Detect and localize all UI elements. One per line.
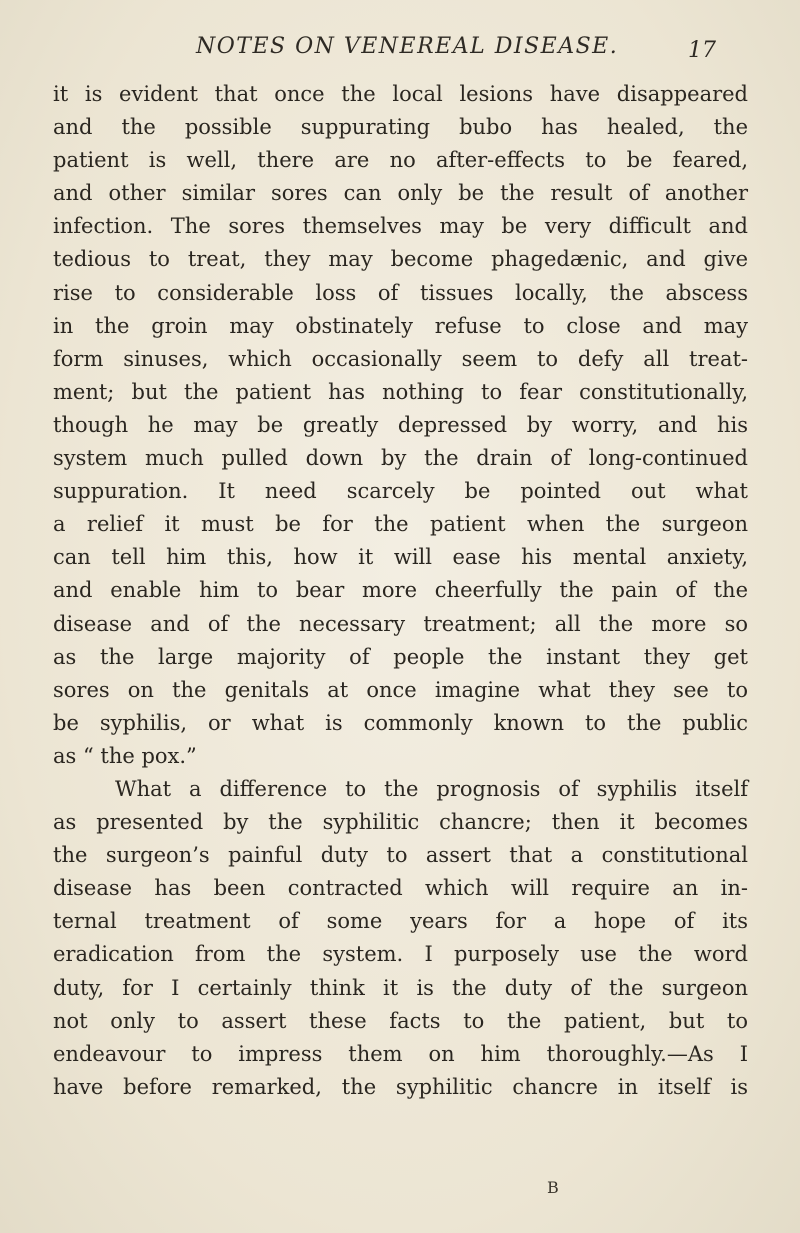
text-line: tedious to treat, they may become phagedænic, and give xyxy=(53,247,748,272)
paragraph-start-line: What a difference to the prognosis of syphilis itself xyxy=(115,776,748,801)
text-line: ment; but the patient has nothing to fear constitutionally, xyxy=(53,379,748,404)
text-line: and the possible suppurating bubo has healed, the xyxy=(53,115,748,140)
signature-mark: B xyxy=(547,1178,559,1197)
text-line: as the large majority of people the instant they get xyxy=(53,644,748,669)
page-number: 17 xyxy=(688,38,716,63)
text-line: and other similar sores can only be the result of another xyxy=(53,181,748,206)
text-line: sores on the genitals at once imagine what they see to xyxy=(53,677,748,702)
text-line: endeavour to impress them on him thoroughly.—As I xyxy=(53,1041,748,1066)
text-line: the surgeon’s painful duty to assert that a constitutional xyxy=(53,843,748,868)
body-text xyxy=(53,78,748,1104)
text-line: ternal treatment of some years for a hope of its xyxy=(53,909,748,934)
text-line: duty, for I certainly think it is the duty of the surgeon xyxy=(53,975,748,1000)
text-line: form sinuses, which occasionally seem to defy all treat- xyxy=(53,346,748,371)
text-line: disease has been contracted which will require an in- xyxy=(53,876,748,901)
text-line: it is evident that once the local lesions have disappeared xyxy=(53,82,748,106)
text-line: a relief it must be for the patient when the surgeon xyxy=(53,512,748,537)
running-head-title: NOTES ON VENEREAL DISEASE. xyxy=(196,34,619,59)
text-line: can tell him this, how it will ease his mental anxiety, xyxy=(53,545,748,570)
text-line: have before remarked, the syphilitic chancre in itself is xyxy=(53,1074,748,1099)
text-line: and enable him to bear more cheerfully the pain of the xyxy=(53,578,748,603)
text-line: eradication from the system. I purposely use the word xyxy=(53,942,748,967)
text-line: system much pulled down by the drain of long-continued xyxy=(53,446,748,471)
text-line: patient is well, there are no after-effects to be feared, xyxy=(53,148,748,173)
text-line: in the groin may obstinately refuse to close and may xyxy=(53,313,748,338)
text-line: not only to assert these facts to the patient, but to xyxy=(53,1008,748,1033)
text-line: rise to considerable loss of tissues locally, the abscess xyxy=(53,280,748,305)
text-line: though he may be greatly depressed by worry, and his xyxy=(53,412,748,437)
text-line: as presented by the syphilitic chancre; then it becomes xyxy=(53,810,748,835)
text-line: be syphilis, or what is commonly known to the public xyxy=(53,710,748,735)
text-line: disease and of the necessary treatment; all the more so xyxy=(53,611,748,636)
text-line: infection. The sores themselves may be very difficult and xyxy=(53,214,748,239)
paragraph-end-line: as “ the pox.” xyxy=(53,743,197,768)
text-line: suppuration. It need scarcely be pointed out what xyxy=(53,479,748,504)
